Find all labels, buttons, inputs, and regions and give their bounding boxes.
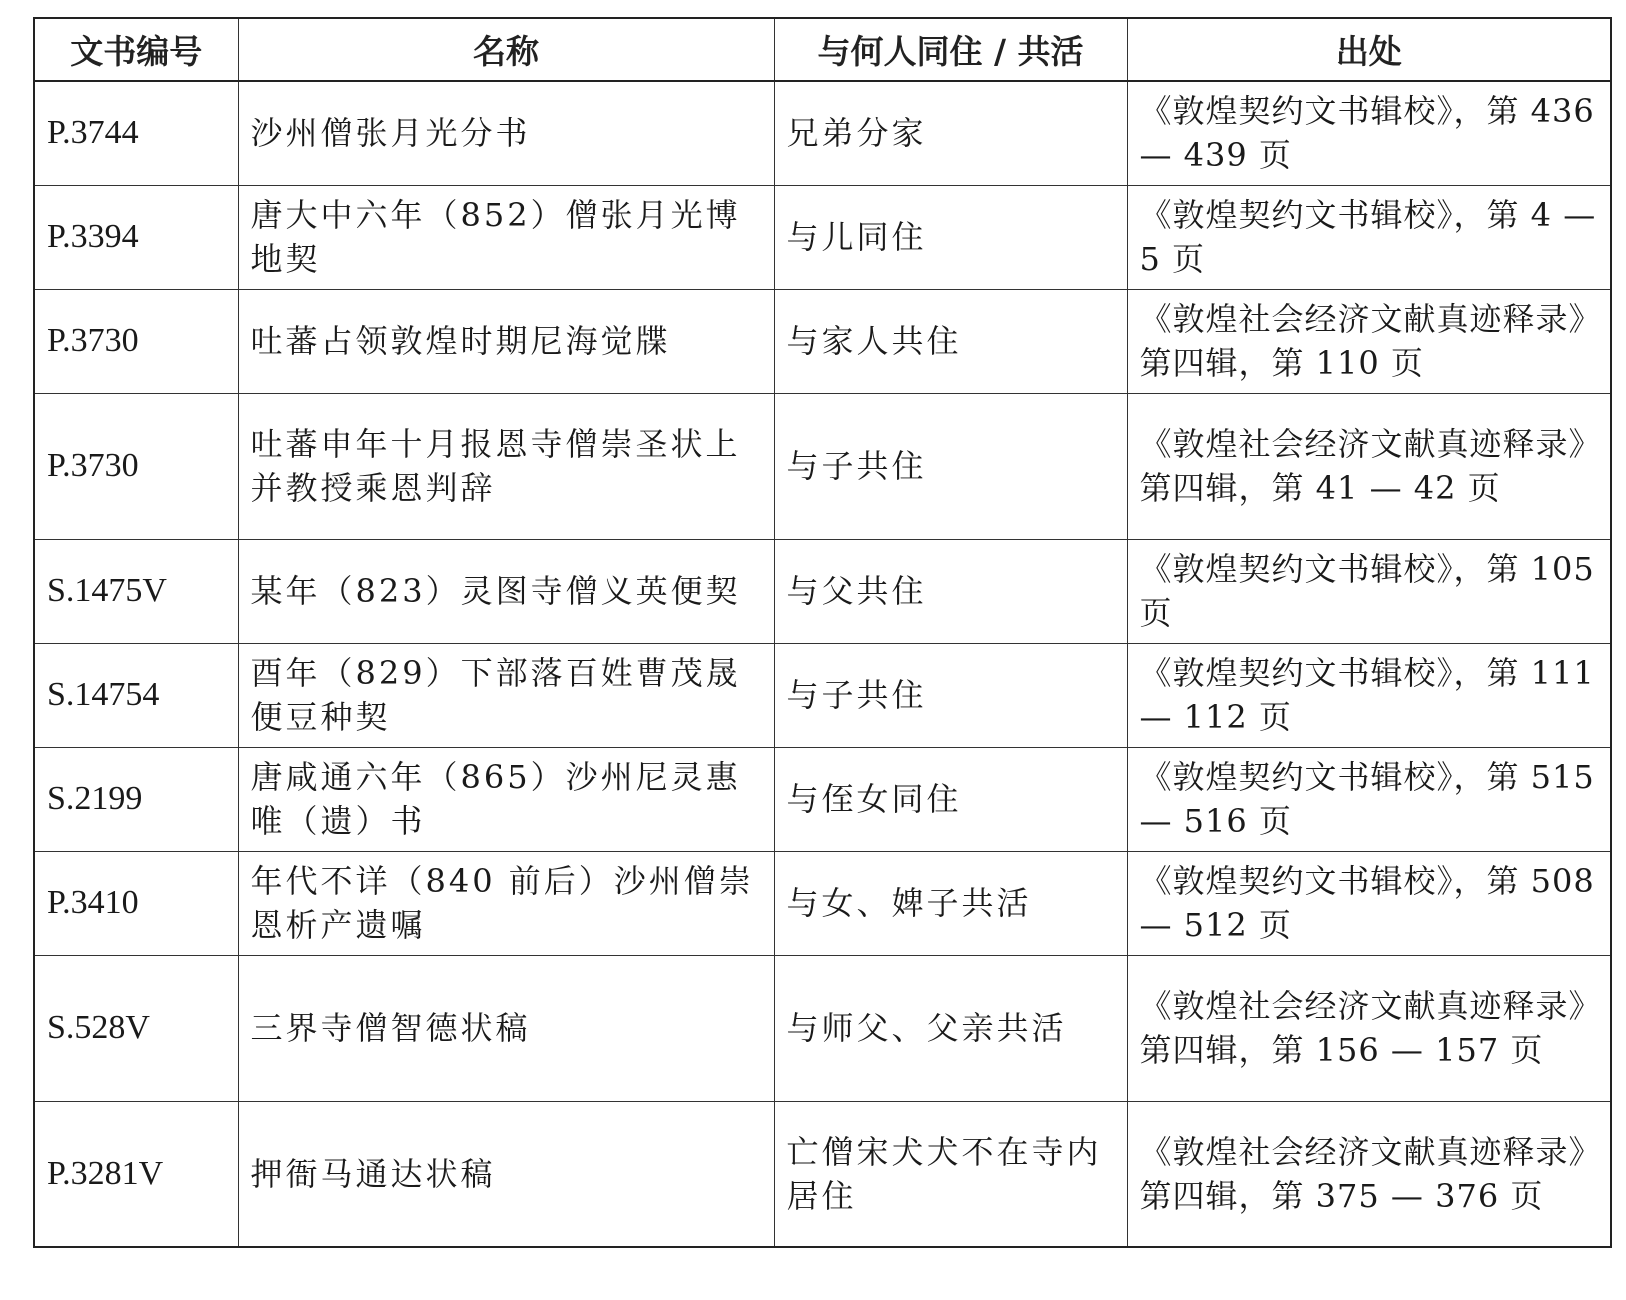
doc-id-cell: P.3730 bbox=[34, 289, 238, 393]
cohabitant-cell: 与子共住 bbox=[774, 393, 1127, 539]
doc-id-cell: P.3730 bbox=[34, 393, 238, 539]
source-cell: 《敦煌社会经济文献真迹释录》第四辑，第 110 页 bbox=[1127, 289, 1611, 393]
table-row bbox=[34, 1101, 1611, 1247]
doc-name-cell: 酉年（829）下部落百姓曹茂晟便豆种契 bbox=[238, 643, 774, 747]
doc-id-cell: P.3394 bbox=[34, 185, 238, 289]
cohabitant-cell: 与侄女同住 bbox=[774, 747, 1127, 851]
source-cell: 《敦煌契约文书辑校》，第 111 — 112 页 bbox=[1127, 643, 1611, 747]
header-row bbox=[34, 18, 1611, 81]
doc-id-cell: P.3744 bbox=[34, 81, 238, 185]
doc-id-cell: P.3410 bbox=[34, 851, 238, 955]
doc-name-cell: 唐大中六年（852）僧张月光博地契 bbox=[238, 185, 774, 289]
source-cell: 《敦煌契约文书辑校》，第 515 — 516 页 bbox=[1127, 747, 1611, 851]
doc-id-cell: S.2199 bbox=[34, 747, 238, 851]
cohabitant-cell: 与父共住 bbox=[774, 539, 1127, 643]
cohabitant-cell: 与女、婢子共活 bbox=[774, 851, 1127, 955]
doc-name-cell: 三界寺僧智德状稿 bbox=[238, 955, 774, 1101]
source-cell: 《敦煌社会经济文献真迹释录》第四辑，第 375 — 376 页 bbox=[1127, 1101, 1611, 1247]
table-body bbox=[34, 81, 1611, 1247]
cohabitant-cell: 兄弟分家 bbox=[774, 81, 1127, 185]
table-row bbox=[34, 81, 1611, 185]
cohabitant-cell: 与子共住 bbox=[774, 643, 1127, 747]
doc-id-cell: P.3281V bbox=[34, 1101, 238, 1247]
cohabitant-cell: 与家人共住 bbox=[774, 289, 1127, 393]
table-row bbox=[34, 539, 1611, 643]
documents-table bbox=[33, 17, 1612, 1248]
cohabitant-cell: 与儿同住 bbox=[774, 185, 1127, 289]
table-row bbox=[34, 185, 1611, 289]
table-header bbox=[34, 18, 1611, 81]
header-source: 出处 bbox=[1127, 18, 1611, 81]
header-name: 名称 bbox=[238, 18, 774, 81]
source-cell: 《敦煌契约文书辑校》，第 436 — 439 页 bbox=[1127, 81, 1611, 185]
header-doc-id: 文书编号 bbox=[34, 18, 238, 81]
doc-name-cell: 沙州僧张月光分书 bbox=[238, 81, 774, 185]
source-cell: 《敦煌契约文书辑校》，第 105 页 bbox=[1127, 539, 1611, 643]
table-row bbox=[34, 393, 1611, 539]
doc-name-cell: 吐蕃占领敦煌时期尼海觉牒 bbox=[238, 289, 774, 393]
doc-id-cell: S.14754 bbox=[34, 643, 238, 747]
header-cohabitant: 与何人同住 / 共活 bbox=[774, 18, 1127, 81]
doc-name-cell: 吐蕃申年十月报恩寺僧崇圣状上并教授乘恩判辞 bbox=[238, 393, 774, 539]
doc-name-cell: 唐咸通六年（865）沙州尼灵惠唯（遗）书 bbox=[238, 747, 774, 851]
table-row bbox=[34, 851, 1611, 955]
cohabitant-cell: 与师父、父亲共活 bbox=[774, 955, 1127, 1101]
source-cell: 《敦煌社会经济文献真迹释录》第四辑，第 41 — 42 页 bbox=[1127, 393, 1611, 539]
table-row bbox=[34, 289, 1611, 393]
source-cell: 《敦煌契约文书辑校》，第 508 — 512 页 bbox=[1127, 851, 1611, 955]
doc-name-cell: 押衙马通达状稿 bbox=[238, 1101, 774, 1247]
cohabitant-cell: 亡僧宋犬犬不在寺内居住 bbox=[774, 1101, 1127, 1247]
table-row bbox=[34, 955, 1611, 1101]
doc-name-cell: 年代不详（840 前后）沙州僧崇恩析产遗嘱 bbox=[238, 851, 774, 955]
doc-id-cell: S.1475V bbox=[34, 539, 238, 643]
source-cell: 《敦煌社会经济文献真迹释录》第四辑，第 156 — 157 页 bbox=[1127, 955, 1611, 1101]
source-cell: 《敦煌契约文书辑校》，第 4 — 5 页 bbox=[1127, 185, 1611, 289]
doc-id-cell: S.528V bbox=[34, 955, 238, 1101]
doc-name-cell: 某年（823）灵图寺僧义英便契 bbox=[238, 539, 774, 643]
table-row bbox=[34, 747, 1611, 851]
table-row bbox=[34, 643, 1611, 747]
